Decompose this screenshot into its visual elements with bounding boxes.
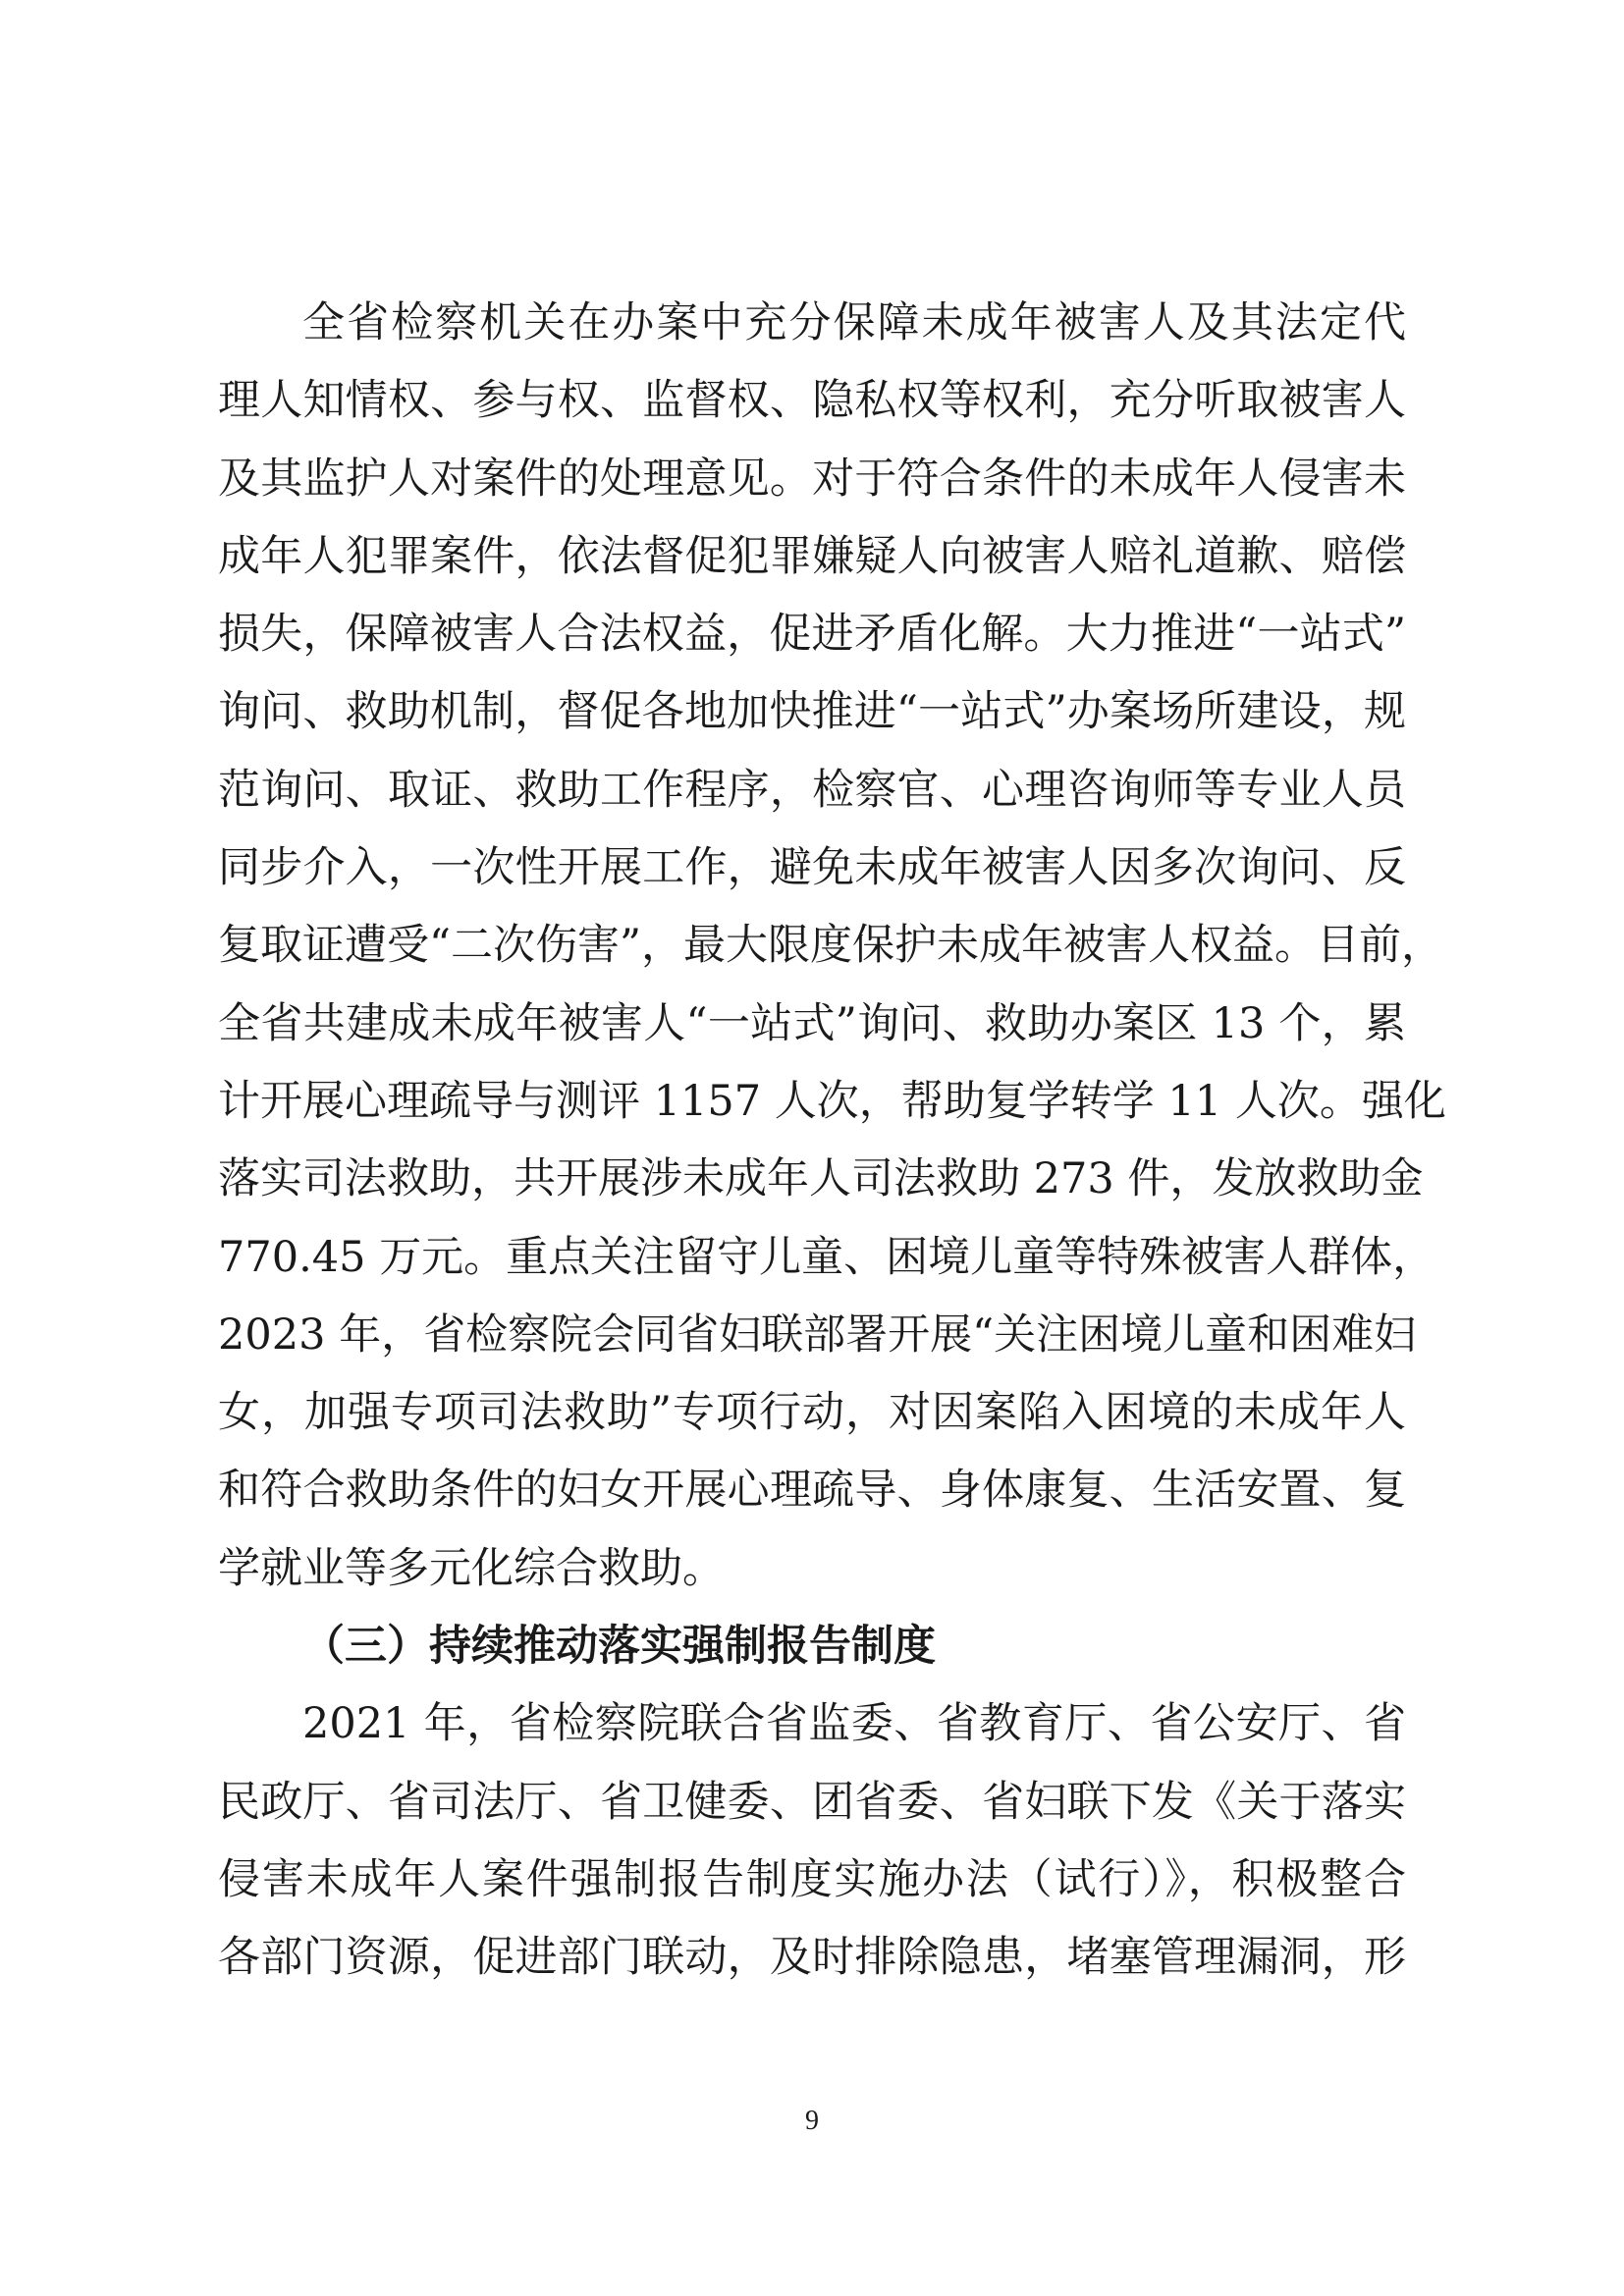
paragraph-line: 各部门资源，促进部门联动，及时排除隐患，堵塞管理漏洞，形 [218, 1933, 1406, 1983]
page-number: 9 [805, 2106, 819, 2136]
section-heading: （三）持续推动落实强制报告制度 [302, 1622, 936, 1672]
paragraph-line: 范询问、取证、救助工作程序，检察官、心理咨询师等专业人员 [218, 765, 1406, 815]
paragraph-line: 女，加强专项司法救助”专项行动，对因案陷入困境的未成年人 [218, 1388, 1406, 1438]
paragraph-line: 侵害未成年人案件强制报告制度实施办法（试行）》，积极整合 [218, 1854, 1406, 1904]
paragraph-line: 计开展心理疏导与测评 1157 人次，帮助复学转学 11 人次。强化 [218, 1076, 1446, 1126]
paragraph-line: 全省共建成未成年被害人“一站式”询问、救助办案区 13 个，累 [218, 998, 1406, 1048]
paragraph-line: 全省检察机关在办案中充分保障未成年被害人及其法定代 [302, 298, 1406, 347]
paragraph-line: 同步介入，一次性开展工作，避免未成年被害人因多次询问、反 [218, 843, 1406, 893]
paragraph-line: 成年人犯罪案件，依法督促犯罪嫌疑人向被害人赔礼道歉、赔偿 [218, 531, 1406, 581]
paragraph-line: 学就业等多元化综合救助。 [218, 1543, 725, 1593]
document-body [218, 285, 1446, 1998]
paragraph-line: 及其监护人对案件的处理意见。对于符合条件的未成年人侵害未 [218, 454, 1406, 504]
paragraph-line: 落实司法救助，共开展涉未成年人司法救助 273 件，发放救助金 [218, 1154, 1424, 1204]
paragraph-line: 2021 年，省检察院联合省监委、省教育厅、省公安厅、省 [302, 1699, 1406, 1749]
paragraph-line: 询问、救助机制，督促各地加快推进“一站式”办案场所建设，规 [218, 687, 1406, 737]
paragraph-line: 2023 年，省检察院会同省妇联部署开展“关注困境儿童和困难妇 [218, 1309, 1417, 1360]
paragraph-line: 和符合救助条件的妇女开展心理疏导、身体康复、生活安置、复 [218, 1466, 1406, 1516]
paragraph-line: 770.45 万元。重点关注留守儿童、困境儿童等特殊被害人群体， [218, 1232, 1435, 1282]
paragraph-line: 复取证遭受“二次伤害”，最大限度保护未成年被害人权益。目前， [218, 921, 1443, 971]
paragraph-line: 理人知情权、参与权、监督权、隐私权等权利，充分听取被害人 [218, 376, 1406, 426]
paragraph-line: 民政厅、省司法厅、省卫健委、团省委、省妇联下发《关于落实 [218, 1777, 1406, 1827]
paragraph-line: 损失，保障被害人合法权益，促进矛盾化解。大力推进“一站式” [218, 610, 1406, 660]
